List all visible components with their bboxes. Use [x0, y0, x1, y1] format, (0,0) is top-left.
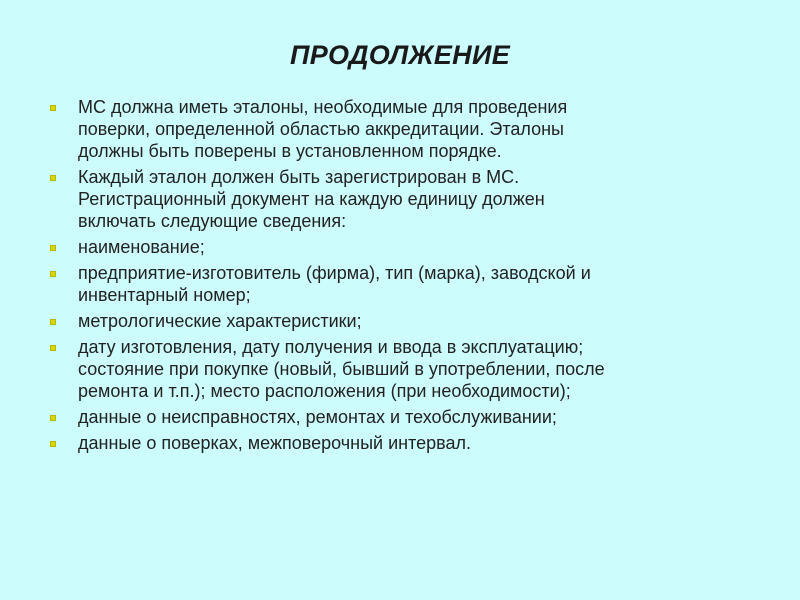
bullet-item	[48, 406, 758, 428]
bullet-line: поверки, определенной областью аккредитации. Эталоны	[78, 119, 564, 139]
bullet-text	[78, 263, 591, 305]
bullet-item	[48, 96, 758, 162]
square-bullet-icon	[50, 245, 56, 251]
square-bullet-icon	[50, 345, 56, 351]
bullet-text	[78, 433, 471, 453]
bullet-item	[48, 310, 758, 332]
bullet-line: метрологические характеристики;	[78, 311, 362, 331]
bullet-line: включать следующие сведения:	[78, 211, 347, 231]
bullet-item	[48, 262, 758, 306]
square-bullet-icon	[50, 105, 56, 111]
bullet-line: ремонта и т.п.); место расположения (при необходимости);	[78, 381, 571, 401]
bullet-item	[48, 336, 758, 402]
bullet-list	[48, 96, 758, 454]
bullet-line: предприятие-изготовитель (фирма), тип (марка), заводской и	[78, 263, 591, 283]
bullet-line: Каждый эталон должен быть зарегистрирован в МС.	[78, 167, 520, 187]
bullet-text	[78, 167, 545, 231]
bullet-line: инвентарный номер;	[78, 285, 251, 305]
bullet-text	[78, 337, 605, 401]
bullet-text	[78, 97, 567, 161]
bullet-line: должны быть поверены в установленном порядке.	[78, 141, 502, 161]
bullet-text	[78, 237, 205, 257]
slide-title: ПРОДОЛЖЕНИЕ	[289, 40, 511, 70]
bullet-text	[78, 407, 557, 427]
bullet-line: МС должна иметь эталоны, необходимые для проведения	[78, 97, 568, 117]
square-bullet-icon	[50, 441, 56, 447]
bullet-text	[78, 311, 362, 331]
square-bullet-icon	[50, 175, 56, 181]
slide-content	[48, 96, 758, 458]
bullet-line: дату изготовления, дату получения и ввода в эксплуатацию;	[78, 337, 584, 357]
square-bullet-icon	[50, 319, 56, 325]
bullet-item	[48, 432, 758, 454]
bullet-line: состояние при покупке (новый, бывший в употреблении, после	[78, 359, 605, 379]
bullet-line: данные о поверках, межповерочный интервал.	[78, 433, 472, 453]
square-bullet-icon	[50, 271, 56, 277]
bullet-item	[48, 166, 758, 232]
bullet-line: наименование;	[78, 237, 205, 257]
square-bullet-icon	[50, 415, 56, 421]
bullet-line: данные о неисправностях, ремонтах и техобслуживании;	[78, 407, 557, 427]
bullet-item	[48, 236, 758, 258]
bullet-line: Регистрационный документ на каждую единицу должен	[78, 189, 545, 209]
